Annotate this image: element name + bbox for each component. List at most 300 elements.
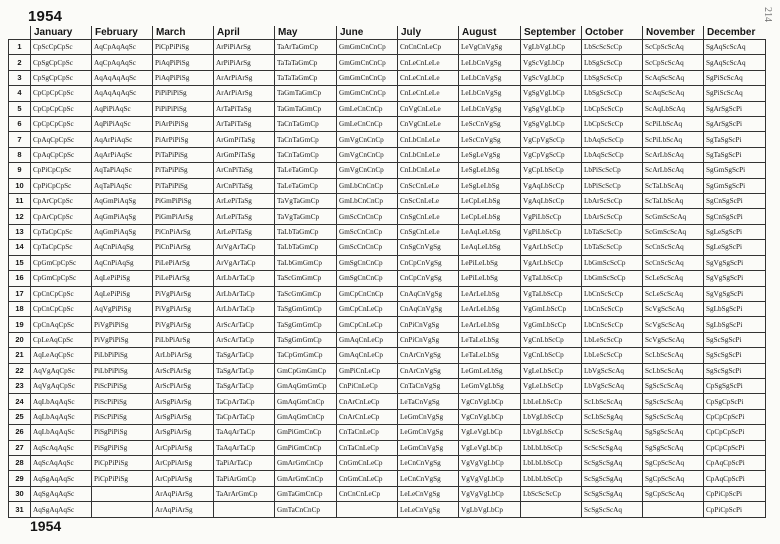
ephemeris-cell: CnScCnLeLe: [398, 194, 459, 209]
table-row: [9, 240, 766, 255]
ephemeris-cell: VgCnVgLbCp: [459, 409, 521, 424]
ephemeris-cell: LbArScScCp: [582, 209, 643, 224]
ephemeris-cell: ArVgArTaCp: [214, 255, 275, 270]
table-row: [9, 163, 766, 178]
ephemeris-cell: PiSgPiPiSg: [92, 425, 153, 440]
ephemeris-cell: LbCnScScCp: [582, 317, 643, 332]
ephemeris-cell: LbLbLbScCp: [521, 440, 582, 455]
ephemeris-cell: AqScAqAqSc: [31, 455, 92, 470]
ephemeris-cell: TaAqArTaCp: [214, 440, 275, 455]
ephemeris-cell: [92, 486, 153, 501]
ephemeris-cell: ArLePiTaSg: [214, 209, 275, 224]
ephemeris-cell: LeTaCnVgSg: [398, 394, 459, 409]
ephemeris-cell: AqCnPiAqSg: [92, 255, 153, 270]
ephemeris-cell: AqCpAqAqSc: [92, 55, 153, 70]
ephemeris-cell: ScScScSgAq: [582, 425, 643, 440]
ephemeris-cell: TaPiArTaCp: [214, 455, 275, 470]
ephemeris-cell: ArLbArTaCp: [214, 301, 275, 316]
table-row: [9, 194, 766, 209]
ephemeris-cell: PiLbPiPiSg: [92, 363, 153, 378]
ephemeris-cell: PiCpPiPiSg: [153, 40, 214, 55]
ephemeris-cell: AqLbAqAqSc: [31, 409, 92, 424]
ephemeris-cell: LeArLeLbSg: [459, 301, 521, 316]
ephemeris-cell: LeAqLeLbSg: [459, 224, 521, 239]
ephemeris-cell: ScVgScScAq: [643, 332, 704, 347]
ephemeris-cell: LbCnScScCp: [582, 286, 643, 301]
ephemeris-cell: CpPiCpCpSc: [31, 178, 92, 193]
ephemeris-cell: LbScScScCp: [521, 486, 582, 501]
ephemeris-cell: ArLePiTaSg: [214, 224, 275, 239]
ephemeris-cell: ScLbScSgAq: [582, 409, 643, 424]
ephemeris-cell: LeVgCnVgSg: [459, 40, 521, 55]
day-number: 3: [9, 70, 31, 85]
ephemeris-cell: VgPiLbScCp: [521, 209, 582, 224]
day-number: 12: [9, 209, 31, 224]
ephemeris-cell: LeScCnVgSg: [459, 117, 521, 132]
day-number: 26: [9, 425, 31, 440]
ephemeris-cell: TaScGmGmCp: [275, 271, 337, 286]
ephemeris-cell: CpArCpCpSc: [31, 209, 92, 224]
ephemeris-cell: LeTaLeLbSg: [459, 332, 521, 347]
ephemeris-cell: ArAqPiArSg: [153, 486, 214, 501]
table-row: [9, 209, 766, 224]
table-row: [9, 117, 766, 132]
ephemeris-cell: GmGmCnCnCp: [337, 70, 398, 85]
ephemeris-cell: LeLbCnVgSg: [459, 55, 521, 70]
ephemeris-cell: PiGmPiArSg: [153, 209, 214, 224]
ephemeris-cell: ArLbArTaCp: [214, 271, 275, 286]
ephemeris-cell: GmScCnCnCp: [337, 240, 398, 255]
ephemeris-cell: VgScVgLbCp: [521, 70, 582, 85]
ephemeris-cell: CnArCnVgSg: [398, 348, 459, 363]
ephemeris-cell: LeCnCnVgSg: [398, 471, 459, 486]
ephemeris-cell: GmAqGmGmCp: [275, 378, 337, 393]
ephemeris-cell: AqCnPiAqSg: [92, 240, 153, 255]
table-row: [9, 502, 766, 518]
year-heading: 1954: [28, 8, 63, 25]
ephemeris-cell: GmArGmCnCp: [275, 455, 337, 470]
ephemeris-cell: LeGmCnVgSg: [398, 425, 459, 440]
ephemeris-cell: LbTaScScCp: [582, 240, 643, 255]
ephemeris-cell: CpTaCpCpSc: [31, 240, 92, 255]
ephemeris-cell: ScTaLbScAq: [643, 194, 704, 209]
ephemeris-cell: VgGmLbScCp: [521, 301, 582, 316]
ephemeris-cell: VgLeLbScCp: [521, 363, 582, 378]
ephemeris-cell: CnPiCnVgSg: [398, 332, 459, 347]
ephemeris-cell: LbTaScScCp: [582, 224, 643, 239]
ephemeris-cell: GmLbCnCnCp: [337, 178, 398, 193]
ephemeris-cell: GmTaGmCnCp: [275, 486, 337, 501]
day-number: 31: [9, 502, 31, 518]
day-number: 14: [9, 240, 31, 255]
ephemeris-cell: SgCpScScAq: [643, 455, 704, 470]
ephemeris-cell: ArAqPiArSg: [153, 502, 214, 518]
ephemeris-cell: CpCpCpScPi: [704, 440, 766, 455]
ephemeris-cell: TaGmTaGmCp: [275, 86, 337, 101]
ephemeris-cell: PiScPiPiSg: [92, 394, 153, 409]
ephemeris-cell: ArCpPiArSg: [153, 455, 214, 470]
ephemeris-cell: ArScPiArSg: [153, 363, 214, 378]
ephemeris-cell: TaLeTaGmCp: [275, 163, 337, 178]
ephemeris-cell: TaCpGmGmCp: [275, 348, 337, 363]
ephemeris-cell: AqLePiPiSg: [92, 286, 153, 301]
day-number: 5: [9, 101, 31, 116]
table-row: [9, 301, 766, 316]
ephemeris-cell: LeAqLeLbSg: [459, 240, 521, 255]
ephemeris-cell: ScSgScSgAq: [582, 455, 643, 470]
ephemeris-cell: CnPiCnLeCp: [337, 378, 398, 393]
table-row: [9, 132, 766, 147]
ephemeris-cell: LeCpLeLbSg: [459, 194, 521, 209]
ephemeris-cell: LbPiScScCp: [582, 163, 643, 178]
ephemeris-cell: LbSgScScCp: [582, 86, 643, 101]
ephemeris-cell: PiSgPiPiSg: [92, 440, 153, 455]
ephemeris-cell: LbCnScScCp: [582, 301, 643, 316]
ephemeris-cell: [337, 502, 398, 518]
ephemeris-cell: ArLbPiArSg: [153, 348, 214, 363]
month-header: July: [398, 26, 459, 40]
ephemeris-cell: CpSgCpScPi: [704, 394, 766, 409]
ephemeris-cell: AqSgAqAqSc: [31, 471, 92, 486]
ephemeris-cell: CpCnCpCpSc: [31, 301, 92, 316]
ephemeris-cell: LeCnCnVgSg: [398, 455, 459, 470]
table-row: [9, 317, 766, 332]
ephemeris-cell: GmScCnCnCp: [337, 209, 398, 224]
ephemeris-cell: CnArCnLeCp: [337, 394, 398, 409]
ephemeris-cell: PiTaPiPiSg: [153, 147, 214, 162]
ephemeris-cell: TaSgArTaCp: [214, 348, 275, 363]
ephemeris-cell: ScPiLbScAq: [643, 117, 704, 132]
ephemeris-cell: AqLePiPiSg: [92, 271, 153, 286]
ephemeris-cell: LeLbCnVgSg: [459, 70, 521, 85]
day-column-header: [9, 26, 31, 40]
ephemeris-cell: TaCnTaGmCp: [275, 117, 337, 132]
ephemeris-cell: CpTaCpCpSc: [31, 224, 92, 239]
table-row: [9, 147, 766, 162]
ephemeris-cell: LeSgLeVgSg: [459, 147, 521, 162]
ephemeris-cell: GmCpCnLeCp: [337, 317, 398, 332]
ephemeris-cell: LeScCnVgSg: [459, 132, 521, 147]
ephemeris-cell: PiCnPiArSg: [153, 224, 214, 239]
ephemeris-cell: CpGmCpCpSc: [31, 255, 92, 270]
ephemeris-cell: CnGmCnLeCp: [337, 471, 398, 486]
ephemeris-cell: TaScGmGmCp: [275, 286, 337, 301]
day-number: 29: [9, 471, 31, 486]
ephemeris-cell: SgArSgScPi: [704, 101, 766, 116]
ephemeris-cell: CpArCpCpSc: [31, 194, 92, 209]
ephemeris-cell: GmCpCnCnCp: [337, 286, 398, 301]
ephemeris-cell: SgScSgScPi: [704, 332, 766, 347]
month-header: October: [582, 26, 643, 40]
ephemeris-cell: ArLePiTaSg: [214, 194, 275, 209]
ephemeris-cell: CnLbCnLeLe: [398, 163, 459, 178]
ephemeris-cell: PiPiPiPiSg: [153, 101, 214, 116]
ephemeris-cell: CnTaCnLeCp: [337, 425, 398, 440]
month-header: December: [704, 26, 766, 40]
page-number: 214: [762, 7, 773, 22]
ephemeris-cell: CnPiCnVgSg: [398, 317, 459, 332]
ephemeris-cell: GmAqGmCnCp: [275, 394, 337, 409]
month-header: September: [521, 26, 582, 40]
ephemeris-cell: GmPiGmCnCp: [275, 440, 337, 455]
ephemeris-cell: AqPiPiAqSc: [92, 117, 153, 132]
ephemeris-cell: SgAqScScAq: [704, 55, 766, 70]
ephemeris-cell: PiLePiArSg: [153, 271, 214, 286]
ephemeris-cell: TaCpArTaCp: [214, 394, 275, 409]
table-row: [9, 224, 766, 239]
table-row: [9, 86, 766, 101]
ephemeris-cell: ScSgScScAq: [582, 502, 643, 518]
month-header: January: [31, 26, 92, 40]
ephemeris-cell: ArCpPiArSg: [153, 471, 214, 486]
ephemeris-cell: ScLbScScAq: [643, 348, 704, 363]
ephemeris-cell: TaSgArTaCp: [214, 363, 275, 378]
ephemeris-cell: ScGmScScAq: [643, 209, 704, 224]
ephemeris-cell: ScCpScScAq: [643, 40, 704, 55]
ephemeris-cell: AqTaPiAqSc: [92, 178, 153, 193]
ephemeris-cell: ScPiLbScAq: [643, 132, 704, 147]
ephemeris-cell: LbCpScScCp: [582, 117, 643, 132]
ephemeris-cell: LbLeScScCp: [582, 348, 643, 363]
table-row: [9, 409, 766, 424]
ephemeris-cell: CnAqCnVgSg: [398, 301, 459, 316]
ephemeris-cell: VgCnVgLbCp: [459, 394, 521, 409]
table-row: [9, 363, 766, 378]
ephemeris-cell: PiVgPiArSg: [153, 301, 214, 316]
ephemeris-cell: CnCnCnLeCp: [337, 486, 398, 501]
ephemeris-cell: PiVgPiArSg: [153, 317, 214, 332]
ephemeris-cell: SgScScScAq: [643, 409, 704, 424]
ephemeris-cell: TaSgGmGmCp: [275, 301, 337, 316]
day-number: 18: [9, 301, 31, 316]
ephemeris-cell: VgCnLbScCp: [521, 348, 582, 363]
ephemeris-cell: LeLeCnVgSg: [398, 486, 459, 501]
ephemeris-cell: VgVgVgLbCp: [459, 486, 521, 501]
ephemeris-cell: PiScPiPiSg: [92, 409, 153, 424]
ephemeris-cell: LeTaLeLbSg: [459, 348, 521, 363]
ephemeris-cell: TaSgArTaCp: [214, 378, 275, 393]
ephemeris-cell: CnLeCnLeLe: [398, 70, 459, 85]
ephemeris-cell: ArCnPiTaSg: [214, 178, 275, 193]
ephemeris-cell: LeGmVgLbSg: [459, 378, 521, 393]
ephemeris-cell: LeSgLeLbSg: [459, 178, 521, 193]
ephemeris-cell: PiTaPiPiSg: [153, 178, 214, 193]
ephemeris-cell: [214, 502, 275, 518]
ephemeris-cell: GmScCnCnCp: [337, 224, 398, 239]
ephemeris-cell: AqVgAqCpSc: [31, 378, 92, 393]
ephemeris-cell: CnArCnLeCp: [337, 409, 398, 424]
ephemeris-cell: VgGmLbScCp: [521, 317, 582, 332]
ephemeris-cell: ArCpPiArSg: [153, 440, 214, 455]
table-row: [9, 40, 766, 55]
day-number: 15: [9, 255, 31, 270]
ephemeris-cell: LeLbCnVgSg: [459, 101, 521, 116]
ephemeris-cell: AqGmPiAqSg: [92, 224, 153, 239]
ephemeris-cell: VgSgVgLbCp: [521, 86, 582, 101]
day-number: 6: [9, 117, 31, 132]
day-number: 1: [9, 40, 31, 55]
table-row: [9, 486, 766, 501]
ephemeris-cell: VgLeVgLbCp: [459, 440, 521, 455]
table-row: [9, 101, 766, 116]
ephemeris-cell: VgCpLbScCp: [521, 163, 582, 178]
ephemeris-cell: SgCnSgScPi: [704, 209, 766, 224]
ephemeris-cell: CnLeCnLeLe: [398, 86, 459, 101]
ephemeris-cell: CpSgSgScPi: [704, 378, 766, 393]
ephemeris-cell: ArArPiArSg: [214, 86, 275, 101]
ephemeris-cell: CnTaCnVgSg: [398, 378, 459, 393]
table-row: [9, 332, 766, 347]
ephemeris-cell: AqSgAqAqSc: [31, 502, 92, 518]
day-number: 9: [9, 163, 31, 178]
ephemeris-cell: SgVgSgScPi: [704, 271, 766, 286]
ephemeris-cell: CpCpCpScPi: [704, 425, 766, 440]
ephemeris-cell: CnVgCnLeLe: [398, 117, 459, 132]
ephemeris-cell: LeLbCnVgSg: [459, 86, 521, 101]
table-row: [9, 348, 766, 363]
ephemeris-cell: AqSgAqAqSc: [31, 486, 92, 501]
month-header: February: [92, 26, 153, 40]
ephemeris-cell: GmArGmCnCp: [275, 471, 337, 486]
day-number: 19: [9, 317, 31, 332]
ephemeris-cell: VgLeVgLbCp: [459, 425, 521, 440]
month-header: May: [275, 26, 337, 40]
ephemeris-cell: GmLeCnCnCp: [337, 101, 398, 116]
ephemeris-cell: LbArScScCp: [582, 194, 643, 209]
table-row: [9, 55, 766, 70]
ephemeris-cell: GmCpGmGmCp: [275, 363, 337, 378]
ephemeris-cell: VgTaLbScCp: [521, 286, 582, 301]
ephemeris-cell: SgSgScScAq: [643, 440, 704, 455]
table-row: [9, 394, 766, 409]
ephemeris-cell: GmGmCnCnCp: [337, 86, 398, 101]
ephemeris-cell: VgArLbScCp: [521, 255, 582, 270]
ephemeris-cell: SgLbSgScPi: [704, 301, 766, 316]
month-header: March: [153, 26, 214, 40]
ephemeris-cell: AqArPiAqSc: [92, 132, 153, 147]
ephemeris-cell: LbGmScScCp: [582, 271, 643, 286]
ephemeris-cell: SgScSgScPi: [704, 363, 766, 378]
table-row: [9, 286, 766, 301]
ephemeris-cell: SgGmSgScPi: [704, 178, 766, 193]
ephemeris-cell: VgArLbScCp: [521, 240, 582, 255]
ephemeris-cell: LbPiScScCp: [582, 178, 643, 193]
ephemeris-cell: GmAqCnLeCp: [337, 348, 398, 363]
ephemeris-cell: TaGmTaGmCp: [275, 101, 337, 116]
ephemeris-cell: CpGmCpCpSc: [31, 271, 92, 286]
ephemeris-cell: AqVgPiPiSg: [92, 301, 153, 316]
ephemeris-cell: ScCnScScAq: [643, 255, 704, 270]
ephemeris-cell: TaLbTaGmCp: [275, 224, 337, 239]
ephemeris-cell: CnArCnVgSg: [398, 363, 459, 378]
ephemeris-cell: ScTaLbScAq: [643, 178, 704, 193]
ephemeris-cell: LeArLeLbSg: [459, 286, 521, 301]
ephemeris-cell: LePiLeLbSg: [459, 255, 521, 270]
ephemeris-cell: AqGmPiAqSg: [92, 209, 153, 224]
ephemeris-cell: ArSgPiArSg: [153, 409, 214, 424]
ephemeris-cell: CpCpCpCpSc: [31, 86, 92, 101]
table-row: [9, 70, 766, 85]
ephemeris-cell: SgArSgScPi: [704, 117, 766, 132]
ephemeris-cell: ScAqScScAq: [643, 86, 704, 101]
day-number: 13: [9, 224, 31, 239]
ephemeris-cell: ScVgScScAq: [643, 317, 704, 332]
table-row: [9, 440, 766, 455]
day-number: 7: [9, 132, 31, 147]
ephemeris-cell: LbLeScScCp: [582, 332, 643, 347]
ephemeris-cell: LbSgScScCp: [582, 55, 643, 70]
ephemeris-cell: ArSgPiArSg: [153, 394, 214, 409]
ephemeris-cell: LeGmCnVgSg: [398, 409, 459, 424]
ephemeris-cell: LbAqScScCp: [582, 132, 643, 147]
ephemeris-cell: CnCpCnVgSg: [398, 255, 459, 270]
table-row: [9, 425, 766, 440]
year-footer: 1954: [30, 518, 62, 534]
day-number: 10: [9, 178, 31, 193]
ephemeris-cell: SgPiScScAq: [704, 86, 766, 101]
ephemeris-cell: CpSgCpCpSc: [31, 70, 92, 85]
ephemeris-cell: CpCpCpCpSc: [31, 117, 92, 132]
ephemeris-cell: ScAqLbScAq: [643, 101, 704, 116]
ephemeris-cell: ArVgArTaCp: [214, 240, 275, 255]
ephemeris-cell: AqPiPiAqSc: [92, 101, 153, 116]
ephemeris-cell: ArArPiArSg: [214, 70, 275, 85]
day-number: 4: [9, 86, 31, 101]
ephemeris-cell: CpScCpCpSc: [31, 40, 92, 55]
ephemeris-cell: VgCnLbScCp: [521, 332, 582, 347]
ephemeris-cell: CnLbCnLeLe: [398, 132, 459, 147]
ephemeris-cell: SgAqScScAq: [704, 40, 766, 55]
ephemeris-cell: TaCpArTaCp: [214, 409, 275, 424]
ephemeris-cell: SgTaSgScPi: [704, 147, 766, 162]
day-number: 8: [9, 147, 31, 162]
table-row: [9, 178, 766, 193]
ephemeris-cell: ScCpScScAq: [643, 55, 704, 70]
ephemeris-cell: VgScVgLbCp: [521, 55, 582, 70]
ephemeris-cell: PiVgPiArSg: [153, 286, 214, 301]
ephemeris-cell: ScVgScScAq: [643, 301, 704, 316]
ephemeris-cell: TaArArGmCp: [214, 486, 275, 501]
ephemeris-cell: LeGmCnVgSg: [398, 440, 459, 455]
ephemeris-table: [8, 26, 766, 518]
ephemeris-cell: AqAqAqAqSc: [92, 70, 153, 85]
ephemeris-cell: SgVgSgScPi: [704, 286, 766, 301]
ephemeris-cell: CnAqCnVgSg: [398, 286, 459, 301]
ephemeris-cell: AqTaPiAqSc: [92, 163, 153, 178]
ephemeris-cell: CnSgCnLeLe: [398, 224, 459, 239]
table-row: [9, 455, 766, 470]
day-number: 11: [9, 194, 31, 209]
ephemeris-cell: ScArLbScAq: [643, 147, 704, 162]
ephemeris-cell: SgLeSgScPi: [704, 240, 766, 255]
ephemeris-cell: AqLbAqAqSc: [31, 394, 92, 409]
ephemeris-cell: VgVgVgLbCp: [459, 455, 521, 470]
ephemeris-cell: GmLbCnCnCp: [337, 194, 398, 209]
ephemeris-cell: LbScScScCp: [582, 40, 643, 55]
ephemeris-cell: SgCpScScAq: [643, 471, 704, 486]
ephemeris-cell: LeGmLeLbSg: [459, 363, 521, 378]
ephemeris-cell: CnGmCnLeCp: [337, 455, 398, 470]
ephemeris-cell: TaLbGmGmCp: [275, 255, 337, 270]
day-number: 30: [9, 486, 31, 501]
ephemeris-cell: PiGmPiPiSg: [153, 194, 214, 209]
ephemeris-cell: GmVgCnCnCp: [337, 132, 398, 147]
ephemeris-cell: LbLbLbScCp: [521, 455, 582, 470]
ephemeris-cell: AqCpAqAqSc: [92, 40, 153, 55]
ephemeris-cell: ScAqScScAq: [643, 70, 704, 85]
ephemeris-cell: CnVgCnLeLe: [398, 101, 459, 116]
ephemeris-cell: VgSgVgLbCp: [521, 117, 582, 132]
